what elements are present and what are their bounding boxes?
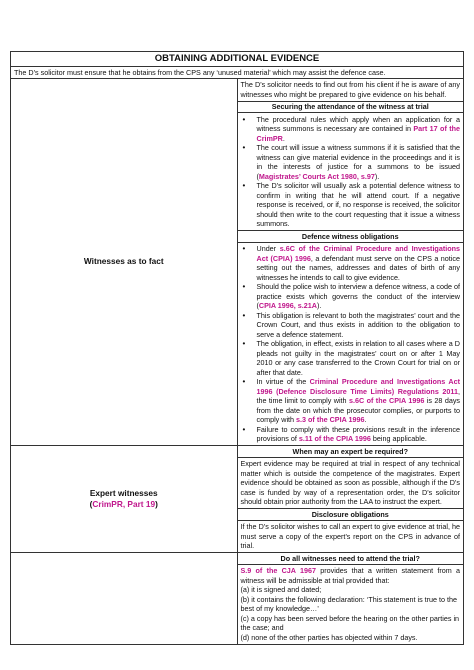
witnesses-label: Witnesses as to fact: [11, 78, 238, 446]
list-item: • Failure to comply with these provisions result in the inference provisions of s.11 of the CPIA 1996 being applicable.: [241, 425, 461, 444]
defence-obligations-heading: Defence witness obligations: [237, 231, 464, 243]
page-title: OBTAINING ADDITIONAL EVIDENCE: [11, 52, 464, 67]
list-item: (a) it is signed and dated;: [240, 585, 322, 594]
expert-label-ref: (CrimPR, Part 19): [89, 499, 158, 509]
blank-left-cell: [11, 553, 238, 645]
list-item: • The obligation, in effect, exists in relation to all cases where a D pleads not guilty in the magistrates’ court on or after 1 May 2010 or any case transferred to the Crown Court for trial on or after that date.: [241, 339, 461, 377]
list-item: • The court will issue a witness summons if it is satisfied that the witness can give material evidence in the proceedings and it is in the interests of justice for a summons to be issued (Magistrates’ Courts Act 1980, s.97).: [241, 143, 461, 181]
s9-paragraph: S.9 of the CJA 1967 provides that a written statement from a witness will be admissible at trial provided that:: [240, 566, 460, 585]
list-item: (b) it contains the following declaration: ‘This statement is true to the best of my knowledge…’: [240, 594, 458, 613]
list-item: • Should the police wish to interview a defence witness, a code of practice exists which governs the conduct of the interview (CPIA 1996, s.21A).: [241, 282, 461, 311]
attendance-heading: Securing the attendance of the witness at trial: [237, 101, 464, 113]
list-item: • The D’s solicitor will usually ask a potential defence witness to confirm in writing that he will attend court. If a negative response is received, or if, no response is received, the solicitor should then write to the court requesting that it issue a witness summons.: [241, 181, 461, 229]
disclosure-obligations-heading: Disclosure obligations: [237, 509, 464, 521]
defence-obligations-cell: [237, 242, 464, 446]
expert-required-heading: When may an expert be required?: [237, 446, 464, 458]
document-page: [10, 51, 464, 645]
attendance-list: [241, 115, 461, 229]
list-item: • This obligation is relevant to both the magistrates’ court and the Crown Court, and thus exists in addition to the obligation to serve a defence statement.: [241, 311, 461, 340]
expert-label-title: Expert witnesses: [89, 488, 158, 498]
attend-trial-heading: Do all witnesses need to attend the trial?: [237, 553, 464, 565]
attend-trial-cell: [237, 564, 464, 644]
disclosure-obligations-text: If the D’s solicitor wishes to call an expert to give evidence at trial, he must serve a copy of the expert’s report on the CPS in advance of trial.: [237, 520, 464, 553]
list-item: (d) none of the other parties has objected within 7 days.: [240, 632, 418, 642]
list-item: • Under s.6C of the Criminal Procedure and Investigations Act (CPIA) 1996, a defendant must serve on the CPS a notice setting out the names, addresses and dates of birth of any witnesses he intends to call to give evidence.: [241, 244, 461, 282]
defence-obligations-list: [241, 244, 461, 444]
witnesses-intro-text: The D’s solicitor needs to find out from his client if he is aware of any witnesses who might be prepared to give evidence on his behalf.: [237, 78, 464, 101]
list-item: • In virtue of the Criminal Procedure and Investigations Act 1996 (Defence Disclosure Time Limits) Regulations 2011, the time limit to comply with s.6C of the CPIA 1996 is 28 days from the date on which the prosecutor complies, or purports to comply with s.3 of the CPIA 1996.: [241, 377, 461, 425]
intro-text: The D’s solicitor must ensure that he obtains from the CPS any ‘unused material’ which may assist the defence case.: [11, 67, 464, 79]
list-item: • The procedural rules which apply when an application for a witness summons is necessary are contained in Part 17 of the CrimPR.: [241, 115, 461, 144]
attendance-cell: [237, 113, 464, 231]
evidence-table: [10, 51, 464, 645]
expert-witnesses-label: [11, 446, 238, 553]
list-item: (c) a copy has been served before the hearing on the other parties in the case; and: [240, 613, 460, 632]
expert-required-text: Expert evidence may be required at trial in respect of any technical matter which is outside the competence of the magistrates. Expert evidence should be obtained as soon as possible, although if the D’s case is funded by way of a representation order, the D’s solicitor should obtain prior authority from the LAA to instruct the expert.: [237, 457, 464, 509]
